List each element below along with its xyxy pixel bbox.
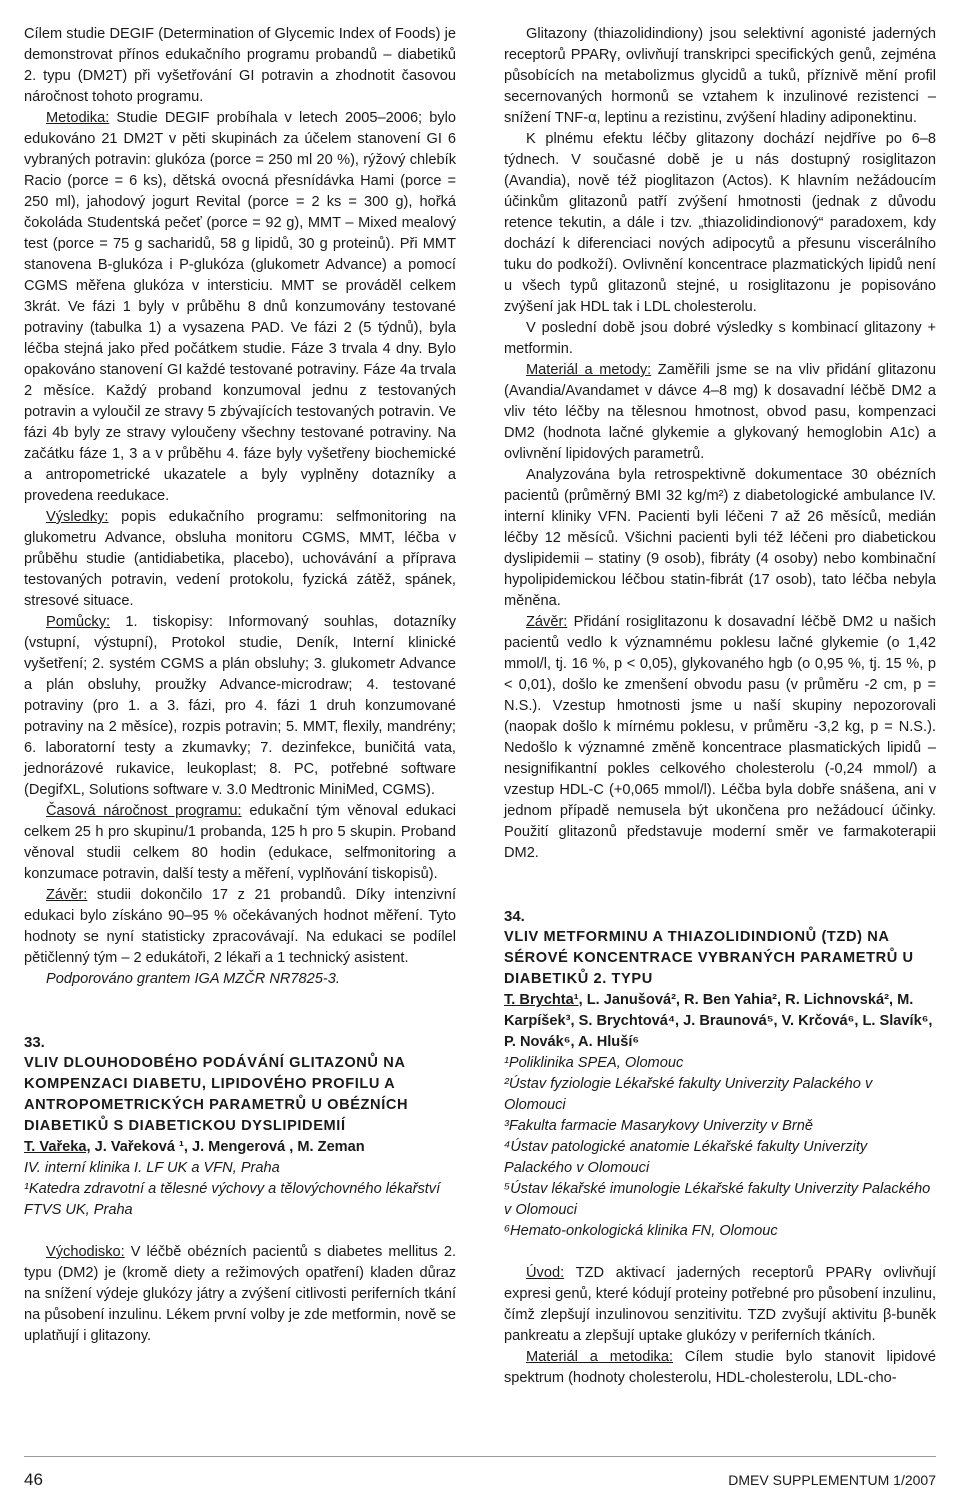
right-column xyxy=(504,24,936,1389)
abstract-34-affiliation-2: ²Ústav fyziologie Lékařské fakulty Univerzity Palackého v Olomouci xyxy=(504,1076,873,1113)
abstract-33-title: VLIV DLOUHODOBÉHO PODÁVÁNÍ GLITAZONŮ NA KOMPENZACI DIABETU, LIPIDOVÉHO PROFILU A ANTROPOMETRICKÝCH PARAMETRŮ U OBÉZNÍCH DIABETIKŮ S DIABETICKOU DYSLIPIDEMIÍ xyxy=(24,1055,409,1134)
analyza-paragraph: Analyzována byla retrospektivně dokumentace 30 obézních pacientů (průměrný BMI 32 kg/m²) z diabetologické ambulance IV. interní kliniky VFN. Pacienti byli léčeni 7 až 26 měsíců, medián léčby 12 měsíců. Všichni pacienti byli též léčeni pro diabetickou dyslipidemii – statiny (9 osob), fibráty (4 osoby) nebo kombinační hypolipidemickou léčbou statin-fibrát (17 osob), tato léčba nebyla měněna. xyxy=(504,467,936,609)
kombinace-paragraph: V poslední době jsou dobré výsledky s kombinací glitazony + metformin. xyxy=(504,320,936,357)
vychodisko-label: Východisko: xyxy=(46,1244,125,1260)
abstract-33-other-authors: J. Vařeková ¹, J. Mengerová , M. Zeman xyxy=(90,1139,365,1155)
abstract-34-affiliation-4: ⁴Ústav patologické anatomie Lékařské fakulty Univerzity Palackého v Olomouci xyxy=(504,1139,868,1176)
metodika-text: Studie DEGIF probíhala v letech 2005–2006; bylo edukováno 21 DM2T v pěti skupinách za účelem stanovení GI 6 vybraných potravin: glukóza (porce = 250 ml 20 %), rýžový chlebík Racio (porce = 6 ks), dětská ovocná přesnídávka Hami (porce = 250 ml), jahodový jogurt Revital (porce = 2 ks = 300 g), hořká čokoláda Studentská pečeť (porce = 92 g), MMT – Mixed mealový test (porce = 75 g sacharidů, 58 g lipidů, 30 g proteinů). Při MMT stanovena B-glukóza i P-glukóza (glukometr Advance) a pomocí CGMS měřena glukóza v intersticiu. MMT se prováděl celkem 3krát. Ve fázi 1 byly v průběhu 8 dnů konzumovány testované potraviny (tabulka 1) a vysazena PAD. Ve fázi 2 (5 týdnů), byla léčba stejná jako před počátkem studie. Fáze 3 trvala 4 dny. Bylo opakováno stanovení GI každé testované potraviny. Fáze 4a trvala 2 měsíce. Každý proband konzumoval jednu z testovaných potravin a vyloučil ze stravy 5 zbývajících testovaných potravin. Ve fázi 4b byly ze stravy vyloučeny všechny testované potraviny. Na začátku fáze 1, 3 a v průběhu 4. fáze byly vyšetřeny biochemické a antropometrické ukazatele a byly vyplněny dotazníky a provedena reedukace. xyxy=(24,110,456,504)
abstract-34-first-author: T. Brychta¹, xyxy=(504,992,583,1008)
pomucky-text: 1. tiskopisy: Informovaný souhlas, dotazníky (vstupní, výstupní), Protokol studie, Deník, Interní klinické vyšetření; 2. systém CGMS a plán obsluhy; 3. glukometr Advance a plán obsluhy, proužky Advance-microdraw; 4. testované potraviny (pro 1. a 3. fázi, pro 4. fázi 1 druh konzumované potraviny na 2 měsíce), rozpis potravin; 5. MMT, flexily, mandrény; 6. laboratorní testy a zkumavky; 7. dezinfekce, buničitá vata, jednorázové rukavice, leukoplast; 8. PC, potřebné software (DegifXL, Solutions software v. 3.0 Medtronic MiniMed, CGMS). xyxy=(24,614,456,798)
uvod-text: TZD aktivací jaderných receptorů PPARγ ovlivňují expresi genů, které kódují proteiny potřebné pro působení inzulinu, čímž zlepšují inzulinovou senzitivitu. TZD zvyšují aktivitu β-buněk pankreatu a zlepšují uptake glukózy v periferních tkáních. xyxy=(504,1265,936,1344)
casova-paragraph xyxy=(24,801,456,885)
grant-note: Podporováno grantem IGA MZČR NR7825-3. xyxy=(46,971,340,987)
abstract-34-affiliation-3: ³Fakulta farmacie Masarykovy Univerzity v Brně xyxy=(504,1118,813,1134)
abstract-34-number: 34. xyxy=(504,908,525,925)
material-text: Zaměřili jsme se na vliv přidání glitazonu (Avandia/Avandamet v dávce 4–8 mg) k dosavadní léčbě DM2 a vliv této léčby na tělesnou hmotnost, obvod pasu, kompenzaci DM2 (hodnota lačné glykemie a glykovaný hemoglobin A1c) a ovlivnění lipidových parametrů. xyxy=(504,362,936,462)
casova-text: edukační tým věnoval edukaci celkem 25 h pro skupinu/1 probanda, 125 h pro 5 skupin. Proband věnoval studii celkem 80 hodin (edukace, selfmonitoring a konzumace potravin, další testy a měření, vyplňování tiskopisů). xyxy=(24,803,456,882)
footer-divider xyxy=(24,1456,936,1457)
abstract-33-affiliation-2: ¹Katedra zdravotní a tělesné výchovy a tělovýchovného lékařství FTVS UK, Praha xyxy=(24,1181,441,1218)
vychodisko-text: V léčbě obézních pacientů s diabetes mellitus 2. typu (DM2) je (kromě diety a režimových opatření) kladen důraz na snížení výdeje glukózy játry a zvýšení citlivosti periferních tkání na působení inzulinu. Lékem první volby je zde metformin, nově se uplatňují i glitazony. xyxy=(24,1244,456,1344)
metodika-34-paragraph xyxy=(504,1347,936,1389)
zaver-text: studii dokončilo 17 z 21 probandů. Díky intenzivní edukaci bylo získáno 90–95 % očekávaných hodnot měření. Tyto hodnoty se nyní statisticky zpracovávají. Na edukaci se podílel pětičlenný tým – 2 edukátoři, 2 lékaři a 1 technický asistent. xyxy=(24,887,456,966)
right-zaver-text: Přidání rosiglitazonu k dosavadní léčbě DM2 u našich pacientů vedlo k významnému poklesu lačné glykemie (o 1,42 mmol/l, tj. 16 %, p < 0,05), glykovaného hgb (o 0,95 %, tj. 15 %, p < 0,01), došlo ke zmenšení obvodu pasu (v průměru -2 cm, p = N.S.). Vzestup hmotnosti jsme u naší skupiny nepozorovali (naopak došlo k mírnému poklesu, v průměru -3,2 kg, p = N.S.). Nedošlo k významné změně koncentrace plasmatických lipidů – nesignifikantní pokles celkového cholesterolu (-0,24 mmol/) a vzestup HDL-C (+0,065 mmol/l). Léčba byla dobře snášena, ani v jednom případě nemusela být ukončena pro nežádoucí účinky. Použití glitazonů představuje moderní směr ve farmakoterapii DM2. xyxy=(504,614,936,861)
casova-label: Časová náročnost programu: xyxy=(46,803,242,819)
right-zaver-label: Závěr: xyxy=(526,614,568,630)
abstract-33-affiliation-1: IV. interní klinika I. LF UK a VFN, Praha xyxy=(24,1160,280,1176)
zaver-label: Závěr: xyxy=(46,887,88,903)
intro-paragraph: Cílem studie DEGIF (Determination of Glycemic Index of Foods) je demonstrovat přínos edukačního programu probandů – diabetiků 2. typu (DM2T) při vyšetřování GI potravin a zhodnotit časovou náročnost tohoto programu. xyxy=(24,26,456,105)
vysledky-label: Výsledky: xyxy=(46,509,109,525)
material-paragraph xyxy=(504,360,936,465)
abstract-34-affiliation-1: ¹Poliklinika SPEA, Olomouc xyxy=(504,1055,684,1071)
vysledky-paragraph xyxy=(24,507,456,612)
abstract-34-affiliation-6: ⁶Hemato-onkologická klinika FN, Olomouc xyxy=(504,1223,778,1239)
pomucky-paragraph xyxy=(24,612,456,801)
metodika-label: Metodika: xyxy=(46,110,110,126)
abstract-33-number: 33. xyxy=(24,1034,45,1051)
vychodisko-paragraph xyxy=(24,1242,456,1347)
metodika-34-label: Materiál a metodika: xyxy=(526,1349,674,1365)
abstract-34-affiliation-5: ⁵Ústav lékařské imunologie Lékařské fakulty Univerzity Palackého v Olomouci xyxy=(504,1181,931,1218)
material-label: Materiál a metody: xyxy=(526,362,652,378)
uvod-label: Úvod: xyxy=(526,1265,565,1281)
glitazony-paragraph: Glitazony (thiazolidindiony) jsou selektivní agonisté jaderných receptorů PPARγ, ovlivňují transkripci specifických genů, zejména působících na metabolizmus glycidů a tuků, příznivě mění profil secernovaných hormonů se vztahem k inzulinové rezistenci – snížení TNF-α, leptinu a rezistinu, zvýšení hladiny adiponektinu. xyxy=(504,26,936,126)
abstract-33-first-author: T. Vařeka, xyxy=(24,1139,91,1155)
abstract-34-other-authors: L. Janušová², R. Ben Yahia², R. Lichnovská², M. Karpíšek³, S. Brychtová⁴, J. Braunová⁵, V. Krčová⁶, L. Slavík⁶, P. Novák⁶, A. Hluší⁶ xyxy=(504,992,933,1050)
page-number: 46 xyxy=(24,1470,43,1489)
abstract-33-authors xyxy=(24,1137,456,1158)
zaver-paragraph xyxy=(24,885,456,969)
left-column xyxy=(24,24,456,1347)
vysledky-text: popis edukačního programu: selfmonitoring na glukometru Advance, obsluha monitoru CGMS, MMT, léčba v průběhu studie (antidiabetika, placebo), uchovávání a příprava testovaných potravin, vedení protokolu, fyzická zátěž, spánek, stresové situace. xyxy=(24,509,456,609)
efekt-paragraph: K plnému efektu léčby glitazony dochází nejdříve po 6–8 týdnech. V současné době je u nás dostupný rosiglitazon (Avandia), nově též pioglitazon (Actos). K hlavním nežádoucím účinkům glitazonů patří zvýšení hmotnosti (jednak z důvodu retence tekutin, a dále i tzv. „thiazolidindionový“ paradoxem, kdy dochází k diferenciaci nových adipocytů a přesunu viscerálního tuku do podkoží). Ovlivnění koncentrace plazmatických lipidů není u všech typů glitazonů stejné, u rosiglitazonu je popisováno zvýšení jak HDL tak i LDL cholesterolu. xyxy=(504,131,936,315)
right-zaver-paragraph xyxy=(504,612,936,864)
uvod-paragraph xyxy=(504,1263,936,1347)
abstract-34-authors xyxy=(504,990,936,1053)
supplement-label: DMEV SUPPLEMENTUM 1/2007 xyxy=(728,1472,936,1488)
metodika-34-text: Cílem studie bylo stanovit lipidové spektrum (hodnoty cholesterolu, HDL-cholesterolu, LDL-cho- xyxy=(504,1349,936,1386)
pomucky-label: Pomůcky: xyxy=(46,614,111,630)
metodika-paragraph xyxy=(24,108,456,507)
abstract-34-title: VLIV METFORMINU A THIAZOLIDINDIONŮ (TZD) NA SÉROVÉ KONCENTRACE VYBRANÝCH PARAMETRŮ U DIABETIKŮ 2. TYPU xyxy=(504,929,914,987)
